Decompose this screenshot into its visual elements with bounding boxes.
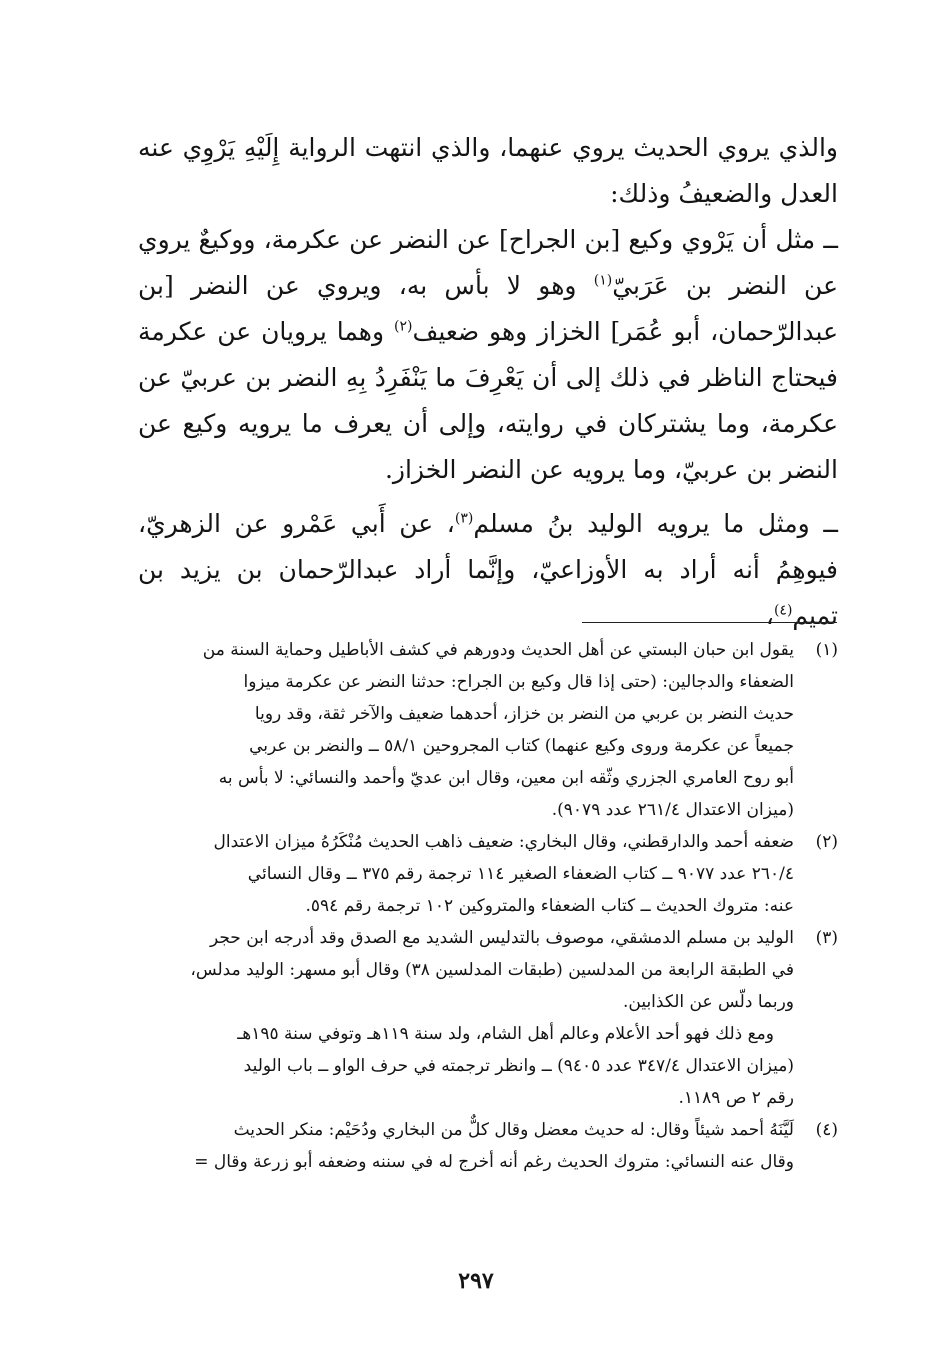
footnote-body: [138, 1114, 794, 1178]
footnote-4: [138, 1114, 838, 1178]
footnote-line: حديث النضر بن عربي من النضر بن خزاز، أحدهما ضعيف والآخر ثقة، وقد رويا: [254, 704, 794, 724]
paragraph-example-walid: [138, 501, 838, 639]
footnote-line: في الطبقة الرابعة من المدلسين (طبقات المدلسين ٣٨) وقال أبو مسهر: الوليد مدلس،: [190, 960, 794, 980]
footnote-line: جميعاً عن عكرمة وروى وكيع عنهما) كتاب المجروحين ٥٨/١ ــ والنضر بن عربي: [249, 736, 794, 756]
footnote-line: وربما دلّس عن الكذابين.: [622, 992, 794, 1012]
page-number: ٢٩٧: [458, 1268, 494, 1294]
footnote-ref-3[interactable]: (٣): [454, 510, 474, 527]
footnote-divider: [582, 622, 837, 623]
footnote-3-continuation: [138, 1018, 838, 1114]
footnote-line: عنه: متروك الحديث ــ كتاب الضعفاء والمتروكين ١٠٢ ترجمة رقم ٥٩٤.: [305, 896, 794, 916]
footnote-number: (٢): [815, 832, 838, 852]
footnote-number: (١): [815, 640, 838, 660]
paragraph-text: ،: [765, 601, 774, 630]
paragraph-text: ــ مثل أن يَرْوي وكيع [بن الجراح] عن النضر عن عكرمة، ووكيعٌ يروي عن النضر بن عَرَبيّ: [138, 225, 838, 300]
footnote-body: [138, 634, 794, 826]
paragraph-text: والذي يروي الحديث يروي عنهما، والذي انتهت الرواية إِلَيْهِ يَرْوِي عنه العدل والضعيفُ وذلك:: [138, 133, 838, 208]
footnote-3: [138, 922, 838, 1018]
footnote-line: (ميزان الاعتدال ٣٤٧/٤ عدد ٩٤٠٥) ــ وانظر ترجمته في حرف الواو ــ باب الوليد: [243, 1056, 794, 1076]
footnote-ref-2[interactable]: (٢): [393, 318, 413, 335]
paragraph-text: ، عن أَبي عَمْرو عن الزهريّ، فيوهِمُ أنه أراد به الأوزاعيّ، وإنَّما أراد عبدالرّحمان بن يزيد بن تميم: [138, 509, 838, 630]
footnote-line: لَيَّنَهُ أحمد شيئاً وقال: له حديث معضل وقال كلٌّ من البخاري ودُحَيْم: منكر الحديث: [233, 1120, 794, 1140]
footnote-number: (٣): [815, 928, 838, 948]
footnote-line: ٢٦٠/٤ عدد ٩٠٧٧ ــ كتاب الضعفاء الصغير ١١٤ ترجمة رقم ٣٧٥ ــ وقال النسائي: [247, 864, 794, 884]
footnote-2: [138, 826, 838, 922]
footnote-line: أبو روح العامري الجزري وثّقه ابن معين، وقال ابن عديّ وأحمد والنسائي: لا بأس به: [218, 768, 794, 788]
paragraph-text: وهما يرويان عن عكرمة فيحتاج الناظر في ذلك إلى أن يَعْرِفَ ما يَنْفَرِدُ بِهِ النضر بن عربيّ عن عكرمة، وما يشتركان في روايته، وإلى أن يعرف ما يرويه وكيع عن النضر بن عربيّ، وما يرويه عن النضر الخزاز.: [138, 317, 838, 484]
paragraph-example-wakie: [138, 217, 838, 493]
footnote-body: [138, 922, 794, 1018]
footnote-line: وقال عنه النسائي: متروك الحديث رغم أنه أخرج له في سننه وضعفه أبو زرعة وقال =: [194, 1152, 794, 1172]
footnote-line: الضعفاء والدجالين: (حتى إذا قال وكيع بن الجراح: حدثنا النضر عن عكرمة ميزوا: [243, 672, 794, 692]
paragraph-text: ــ ومثل ما يرويه الوليد بنُ مسلم: [473, 509, 838, 538]
main-text: [138, 125, 838, 639]
footnote-ref-4[interactable]: (٤): [773, 602, 793, 619]
footnote-ref-1[interactable]: (١): [593, 272, 613, 289]
footnote-line: (ميزان الاعتدال ٢٦١/٤ عدد ٩٠٧٩).: [551, 800, 794, 820]
footnote-line: يقول ابن حبان البستي عن أهل الحديث ودورهم في كشف الأباطيل وحماية السنة من: [202, 640, 794, 660]
footnote-line: ضعفه أحمد والدارقطني، وقال البخاري: ضعيف ذاهب الحديث مُنْكَرُهُ ميزان الاعتدال: [213, 832, 794, 852]
footnote-line: ومع ذلك فهو أحد الأعلام وعالم أهل الشام، ولد سنة ١١٩هـ وتوفي سنة ١٩٥هـ: [237, 1024, 774, 1044]
paragraph-intro: [138, 125, 838, 217]
footnote-number: (٤): [815, 1120, 838, 1140]
paragraph-text: وهو لا بأس به، ويروي عن النضر [بن عبدالرّحمان، أبو عُمَر] الخزاز وهو ضعيف: [138, 271, 838, 346]
footnote-body: [138, 826, 794, 922]
footnote-line: رقم ٢ ص ١١٨٩.: [678, 1088, 794, 1108]
footnotes: [138, 634, 838, 1178]
footnote-1: [138, 634, 838, 826]
footnote-line: الوليد بن مسلم الدمشقي، موصوف بالتدليس الشديد مع الصدق وقد أدرجه ابن حجر: [209, 928, 794, 948]
